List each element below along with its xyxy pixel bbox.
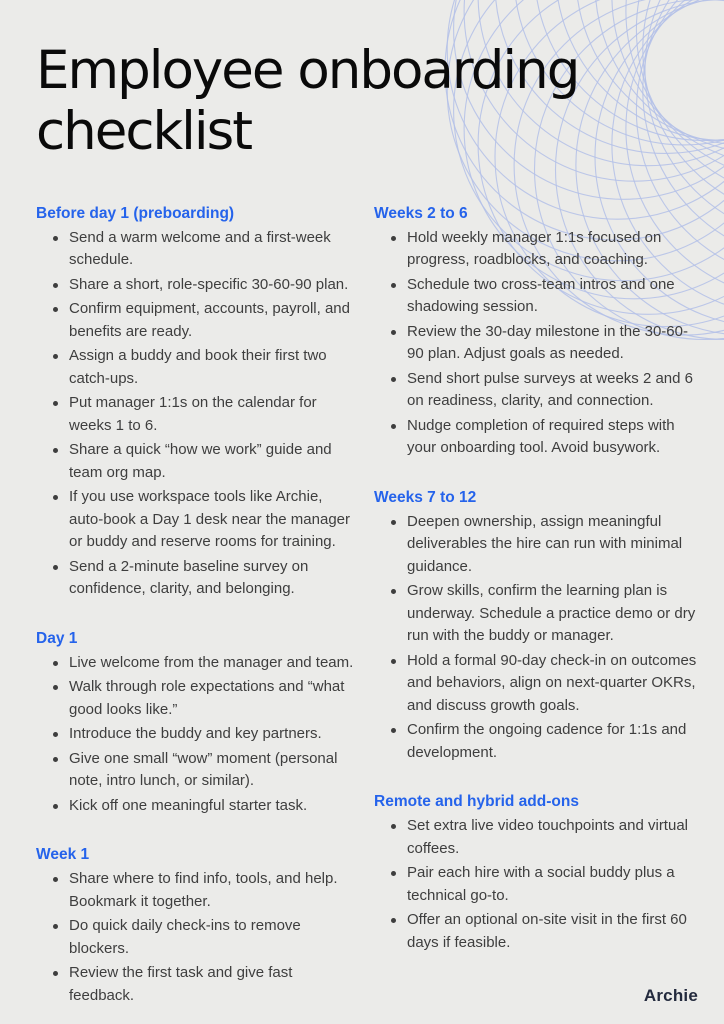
section-heading: Before day 1 (preboarding) bbox=[36, 204, 235, 222]
item-text: Set extra live video touchpoints and virtual coffees. bbox=[407, 817, 688, 857]
bullet-icon bbox=[391, 424, 396, 429]
checklist-item bbox=[374, 511, 698, 579]
item-text: Put manager 1:1s on the calendar for weeks 1 to 6. bbox=[69, 394, 317, 434]
bullet-icon bbox=[53, 804, 58, 809]
bullet-icon bbox=[391, 283, 396, 288]
checklist-item bbox=[374, 580, 698, 648]
item-text: Send a warm welcome and a first-week schedule. bbox=[69, 228, 331, 269]
bullet-icon bbox=[53, 757, 58, 762]
checklist-item bbox=[36, 392, 360, 437]
bullet-icon bbox=[53, 283, 58, 288]
checklist-item bbox=[36, 868, 360, 913]
checklist-section bbox=[36, 628, 360, 818]
bullet-icon bbox=[53, 448, 58, 453]
bullet-icon bbox=[391, 918, 396, 923]
section-item-list bbox=[374, 815, 698, 954]
column-right bbox=[374, 203, 698, 982]
bullet-icon bbox=[53, 495, 58, 500]
section-heading: Day 1 bbox=[36, 629, 78, 647]
section-heading: Week 1 bbox=[36, 846, 90, 864]
item-text: Confirm equipment, accounts, payroll, and benefits are ready. bbox=[69, 300, 350, 340]
checklist-section bbox=[374, 487, 698, 765]
checklist-item bbox=[374, 321, 698, 366]
item-text: Share where to find info, tools, and help. Bookmark it together. bbox=[69, 870, 338, 910]
item-text: Nudge completion of required steps with your onboarding tool. Avoid busywork. bbox=[407, 416, 675, 457]
brand-wordmark: Archie bbox=[643, 986, 698, 1005]
checklist-item bbox=[36, 962, 360, 1007]
bullet-icon bbox=[391, 659, 396, 664]
bullet-icon bbox=[391, 589, 396, 594]
checklist-item bbox=[36, 915, 360, 960]
bullet-icon bbox=[53, 971, 58, 976]
item-text: Walk through role expectations and “what good looks like.” bbox=[69, 678, 345, 718]
bullet-icon bbox=[53, 924, 58, 929]
item-text: Send short pulse surveys at weeks 2 and 6 on readiness, clarity, and connection. bbox=[407, 369, 693, 410]
checklist-columns bbox=[0, 203, 724, 1024]
section-item-list bbox=[36, 652, 360, 818]
item-text: Introduce the buddy and key partners. bbox=[69, 725, 322, 743]
bullet-icon bbox=[53, 877, 58, 882]
item-text: Hold a formal 90-day check-in on outcomes and behaviors, align on next-quarter OKRs, and discuss growth goals. bbox=[407, 651, 697, 714]
bullet-icon bbox=[53, 685, 58, 690]
checklist-item bbox=[36, 345, 360, 390]
section-heading: Weeks 7 to 12 bbox=[374, 488, 477, 506]
checklist-item bbox=[374, 719, 698, 764]
item-text: Confirm the ongoing cadence for 1:1s and development. bbox=[407, 721, 687, 761]
bullet-icon bbox=[53, 401, 58, 406]
bullet-icon bbox=[391, 728, 396, 733]
item-text: Grow skills, confirm the learning plan is underway. Schedule a practice demo or dry run with the buddy or manager. bbox=[407, 582, 696, 645]
bullet-icon bbox=[391, 871, 396, 876]
item-text: Pair each hire with a social buddy plus a technical go-to. bbox=[407, 864, 675, 904]
checklist-item bbox=[36, 439, 360, 484]
item-text: If you use workspace tools like Archie, auto-book a Day 1 desk near the manager or buddy and reserve rooms for training. bbox=[69, 488, 351, 551]
checklist-item bbox=[374, 815, 698, 860]
item-text: Offer an optional on-site visit in the first 60 days if feasible. bbox=[407, 911, 687, 951]
checklist-item bbox=[374, 227, 698, 272]
checklist-item bbox=[36, 274, 360, 297]
item-text: Assign a buddy and book their first two catch-ups. bbox=[69, 347, 327, 387]
section-item-list bbox=[36, 868, 360, 1007]
bullet-icon bbox=[53, 354, 58, 359]
checklist-section bbox=[374, 203, 698, 460]
item-text: Review the first task and give fast feedback. bbox=[69, 964, 293, 1004]
item-text: Share a short, role-specific 30-60-90 plan. bbox=[69, 275, 349, 293]
section-item-list bbox=[36, 227, 360, 601]
section-heading: Weeks 2 to 6 bbox=[374, 204, 468, 222]
item-text: Hold weekly manager 1:1s focused on progress, roadblocks, and coaching. bbox=[407, 228, 662, 269]
bullet-icon bbox=[53, 565, 58, 570]
bullet-icon bbox=[53, 307, 58, 312]
checklist-item bbox=[36, 795, 360, 818]
checklist-item bbox=[36, 748, 360, 793]
item-text: Deepen ownership, assign meaningful deliverables the hire can run with minimal guidance. bbox=[407, 512, 683, 575]
bullet-icon bbox=[391, 824, 396, 829]
checklist-section bbox=[36, 844, 360, 1007]
bullet-icon bbox=[53, 732, 58, 737]
checklist-item bbox=[36, 298, 360, 343]
bullet-icon bbox=[53, 661, 58, 666]
bullet-icon bbox=[391, 330, 396, 335]
section-heading: Remote and hybrid add-ons bbox=[374, 793, 579, 811]
section-item-list bbox=[374, 511, 698, 765]
checklist-section bbox=[36, 203, 360, 601]
item-text: Live welcome from the manager and team. bbox=[69, 653, 354, 671]
item-text: Share a quick “how we work” guide and team org map. bbox=[69, 441, 332, 481]
bullet-icon bbox=[391, 520, 396, 525]
item-text: Schedule two cross-team intros and one shadowing session. bbox=[407, 275, 675, 316]
bullet-icon bbox=[53, 236, 58, 241]
section-item-list bbox=[374, 227, 698, 460]
item-text: Kick off one meaningful starter task. bbox=[69, 796, 308, 814]
checklist-item bbox=[374, 368, 698, 413]
checklist-item bbox=[374, 415, 698, 460]
item-text: Do quick daily check-ins to remove blockers. bbox=[69, 917, 301, 957]
bullet-icon bbox=[391, 377, 396, 382]
item-text: Send a 2-minute baseline survey on confidence, clarity, and belonging. bbox=[69, 557, 309, 598]
checklist-section bbox=[374, 791, 698, 954]
checklist-item bbox=[36, 723, 360, 746]
checklist-item bbox=[36, 556, 360, 601]
checklist-item bbox=[36, 227, 360, 272]
checklist-item bbox=[36, 652, 360, 675]
item-text: Give one small “wow” moment (personal note, intro lunch, or similar). bbox=[69, 749, 338, 790]
checklist-item bbox=[374, 909, 698, 954]
checklist-item bbox=[36, 676, 360, 721]
page-title: Employee onboarding checklist bbox=[36, 40, 579, 163]
checklist-item bbox=[374, 650, 698, 718]
column-left bbox=[36, 203, 360, 1024]
item-text: Review the 30-day milestone in the 30-60-90 plan. Adjust goals as needed. bbox=[407, 322, 688, 363]
checklist-item bbox=[36, 486, 360, 554]
bullet-icon bbox=[391, 236, 396, 241]
checklist-item bbox=[374, 274, 698, 319]
checklist-item bbox=[374, 862, 698, 907]
